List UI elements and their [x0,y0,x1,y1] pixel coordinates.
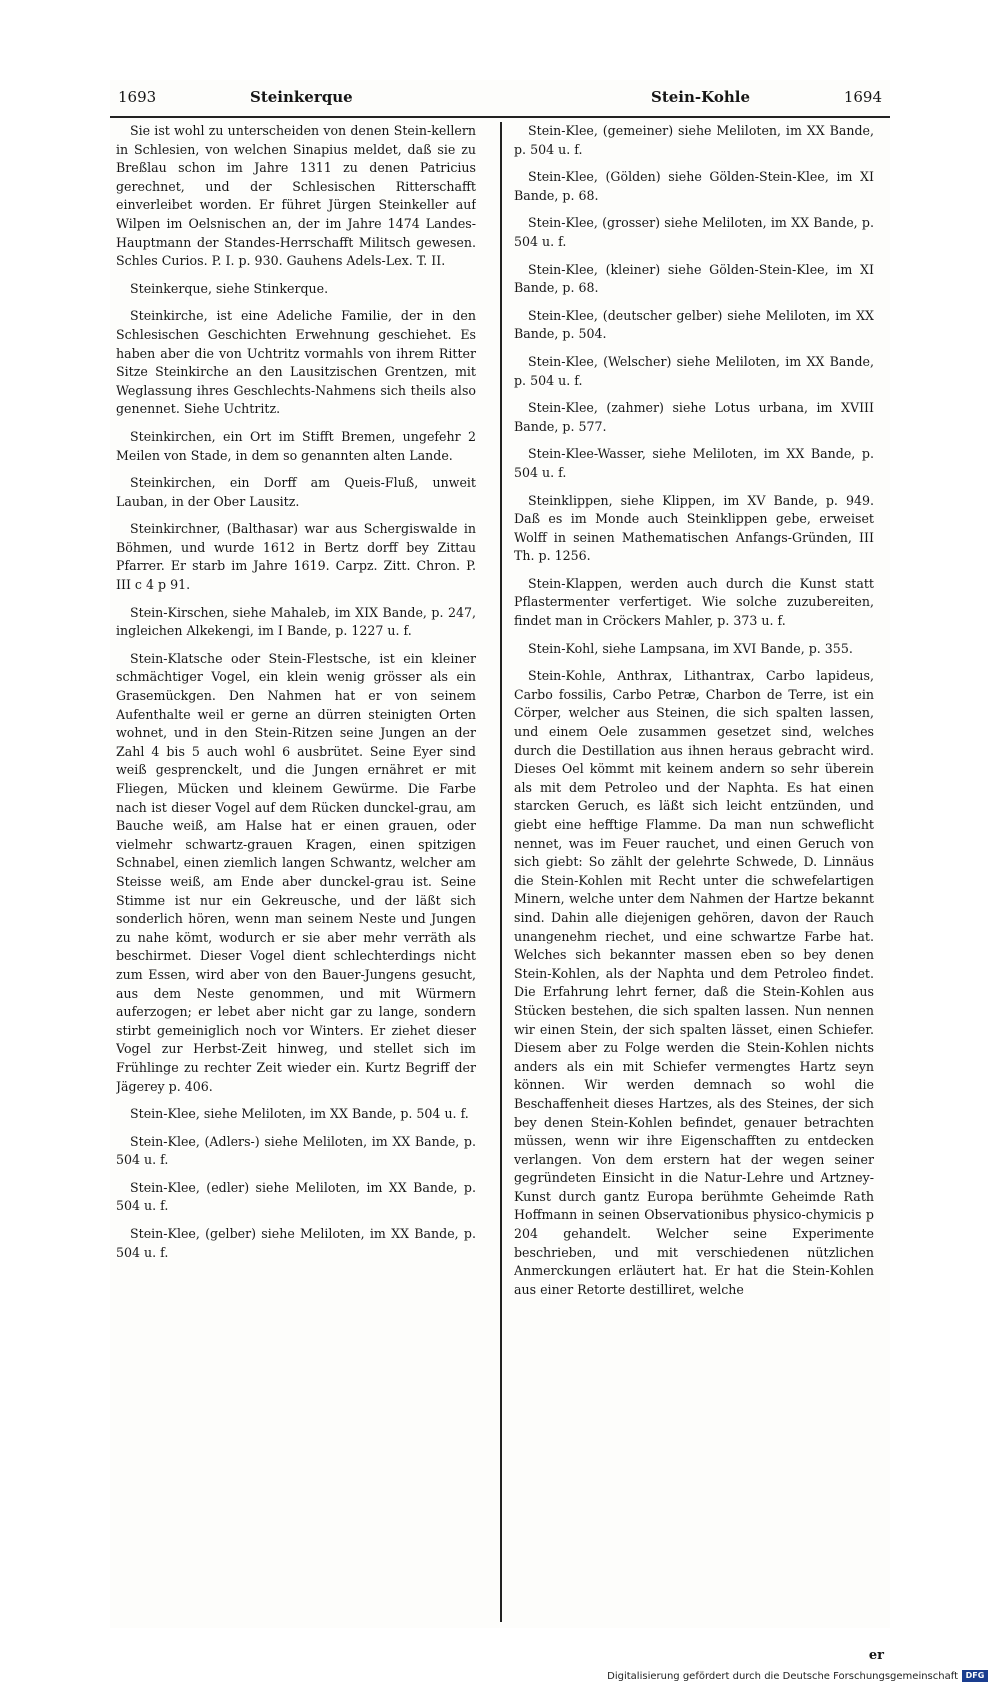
column-divider [500,122,502,1622]
book-page [110,80,890,1663]
entry-steinkeller: Sie ist wohl zu unterscheiden von denen Stein-kellern in Schlesien, von welchen Sinapius meldet, daß sie zu Breßlau schon im Jahre 1311 zu denen Patricius gerechnet, und der Schlesischen Ritterschafft einverleibet worden. Er führet Jürgen Steinkeller auf Wilpen im Oelsnischen an, der im Jahre 1474 Landes-Hauptmann der Standes-Herrschafft Militsch gewesen. Schles Curios. P. I. p. 930. Gauhens Adels-Lex. T. II. [116,123,476,269]
entry-stein-klee-welscher: Stein-Klee, (Welscher) siehe Meliloten, im XX Bande, p. 504 u. f. [514,353,874,388]
entry-stein-klee: Stein-Klee, siehe Meliloten, im XX Bande, p. 504 u. f. [130,1106,469,1122]
entry-steinklippen: Steinklippen, siehe Klippen, im XV Bande, p. 949. Daß es im Monde auch Steinklippen gebe, erweiset Wolff in seinen Mathematischen Anfangs-Gründen, III Th. p. 1256. [514,492,874,564]
entry-stein-kohl: Stein-Kohl, siehe Lampsana, im XVI Bande, p. 355. [528,640,853,656]
catchword: er [868,1648,884,1663]
entry-stein-klee-gelber: Stein-Klee, (gelber) siehe Meliloten, im XX Bande, p. 504 u. f. [116,1226,476,1260]
right-running-title: Stein-Kohle [651,88,750,106]
entry-stein-kirschen: Stein-Kirschen, siehe Mahaleb, im XIX Bande, p. 247, ingleichen Alkekengi, im I Bande, p. 1227 u. f. [116,604,476,639]
entry-stein-klatsche: Stein-Klatsche oder Stein-Flestsche, ist ein kleiner schmächtiger Vogel, ein klein wenig grösser als ein Grasemückgen. Den Nahmen hat er von seinem Aufenthalte weil er gerne an dürren steinigten Orten wohnet, und in den Stein-Ritzen seine Jungen an der Zahl 4 bis 5 auch wohl 6 ausbrütet. Seine Eyer sind weiß gesprenckelt, und die Jungen ernähret er mit Fliegen, Mücken und kleinem Gewürme. Die Farbe nach ist dieser Vogel auf dem Rücken dunckel-grau, am Bauche weiß, am Halse hat er einen grauen, oder vielmehr schwartz-grauen Kragen, einen spitzigen Schnabel, einen ziemlich langen Schwantz, welcher am Steisse weiß, am Ende aber dunckel-grau ist. Seine Stimme ist nur ein Gekreusche, und der läßt sich sonderlich hören, wenn man seinem Neste und Jungen zu nahe kömt, wodurch er sie aber mehr verräth als beschirmet. Dieser Vogel dient schlechterdings nicht zum Essen, wird aber von den Bauer-Jungens gesucht, aus dem Neste genommen, und mit Würmern auferzogen; er lebet aber nicht gar zu lange, sondern stirbt gemeiniglich noch vor Winters. Er ziehet dieser Vogel zur Herbst-Zeit hinweg, und stellet sich im Frühlinge zu rechter Zeit wieder ein. Kurtz Begriff der Jägerey p. 406. [116,650,476,1094]
entry-stein-klee-adlers: Stein-Klee, (Adlers-) siehe Meliloten, im XX Bande, p. 504 u. f. [116,1133,476,1168]
entry-stein-klee-grosser: Stein-Klee, (grosser) siehe Meliloten, im XX Bande, p. 504 u. f. [514,215,874,249]
entry-steinkirchen-bremen: Steinkirchen, ein Ort im Stifft Bremen, ungefehr 2 Meilen von Stade, in dem so genannten alten Lande. [116,428,476,463]
entry-stein-klee-kleiner: Stein-Klee, (kleiner) siehe Gölden-Stein-Klee, im XI Bande, p. 68. [514,261,874,296]
entry-steinkirchen-lauban: Steinkirchen, ein Dorff am Queis-Fluß, unweit Lauban, in der Ober Lausitz. [116,475,476,509]
footer-text: Digitalisierung gefördert durch die Deutsche Forschungsgemeinschaft [607,1670,958,1682]
left-running-title: Steinkerque [250,88,353,106]
dfg-logo: DFG [962,1670,988,1682]
left-column [116,122,476,1628]
entry-steinkirchner: Steinkirchner, (Balthasar) war aus Schergiswalde in Böhmen, und wurde 1612 in Bertz dorff bey Zittau Pfarrer. Er starb im Jahre 1619. Carpz. Zitt. Chron. P. III c 4 p 91. [116,521,476,593]
entry-stein-klee-gemeiner: Stein-Klee, (gemeiner) siehe Meliloten, im XX Bande, p. 504 u. f. [514,123,874,157]
left-page-number: 1693 [118,88,157,106]
entry-stein-kohle: Stein-Kohle, Anthrax, Lithantrax, Carbo lapideus, Carbo fossilis, Carbo Petræ, Charbon de Terre, ist ein Cörper, welcher aus Steinen, die sich spalten lassen, und einem Oele zusammen gesetzet sind, welches durch die Destillation aus ihnen heraus gebracht wird. Dieses Oel kömmt mit keinem andern so sehr überein als mit dem Petroleo und der Naphta. Es hat einen starcken Geruch, es läßt sich leicht entzünden, und giebt eine hefftige Flamme. Da man nun schweflicht nennet, was im Feuer rauchet, und einen Geruch von sich giebt: So zählt der gelehrte Schwede, D. Linnäus die Stein-Kohlen mit Recht unter die schwefelartigen Minern, welche unter dem Nahmen der Hartze bekannt sind. Dahin alle diejenigen gehören, davon der Rauch unangenehm riechet, und eine schwartze Farbe hat. Welches sich bekannter massen eben so bey denen Stein-Kohlen, als der Naphta und dem Petroleo findet. Die Erfahrung lehrt ferner, daß die Stein-Kohlen aus Stücken bestehen, die sich spalten lassen. Nun nennen wir einen Stein, der sich spalten lässet, einen Schiefer. Diesem aber zu Folge werden die Stein-Kohlen nichts anders als ein mit Schiefer vermengtes Hartz seyn können. Wir werden demnach so wohl die Beschaffenheit dieses Hartzes, als des Steines, der sich bey denen Stein-Kohlen befindet, genauer betrachten müssen, wenn wir ihre Eigenschafften zu entdecken verlangen. Von dem erstern hat der wegen seiner gegründeten Einsicht in die Natur-Lehre und Artzney-Kunst durch gantz Europa berühmte Geheimde Rath Hoffmann in seinen Observationibus physico-chymicis p 204 gehandelt. Welcher seine Experimente beschrieben, und mit verschiedenen nützlichen Anmerckungen erläutert hat. Er hat die Stein-Kohlen aus einer Retorte destilliret, welche [514,668,874,1297]
entry-stein-klee-golden: Stein-Klee, (Gölden) siehe Gölden-Stein-Klee, im XI Bande, p. 68. [514,169,874,203]
entry-stein-klee-wasser: Stein-Klee-Wasser, siehe Meliloten, im XX Bande, p. 504 u. f. [514,446,874,480]
right-page-number: 1694 [843,88,882,106]
entry-stein-klee-edler: Stein-Klee, (edler) siehe Meliloten, im XX Bande, p. 504 u. f. [116,1179,476,1214]
entry-stein-klee-zahmer: Stein-Klee, (zahmer) siehe Lotus urbana, im XVIII Bande, p. 577. [514,400,874,434]
right-column [514,122,874,1628]
entry-steinkirche: Steinkirche, ist eine Adeliche Familie, der in den Schlesischen Geschichten Erwehnung geschiehet. Es haben aber die von Uchtritz vormahls von ihrem Ritter Sitze Steinkirche an den Lausitzischen Grentzen, mit Weglassung ihres Geschlechts-Nahmens sich theils also genennet. Siehe Uchtritz. [116,308,476,417]
entry-stein-klee-deutscher: Stein-Klee, (deutscher gelber) siehe Meliloten, im XX Bande, p. 504. [514,307,874,342]
entry-steinkerque: Steinkerque, siehe Stinkerque. [130,280,329,296]
page-header [110,80,890,118]
entry-stein-klappen: Stein-Klappen, werden auch durch die Kunst statt Pflastermenter verfertiget. Wie solche zuzubereiten, findet man in Cröckers Mahler, p. 373 u. f. [514,575,874,629]
footer-credit [607,1670,988,1682]
